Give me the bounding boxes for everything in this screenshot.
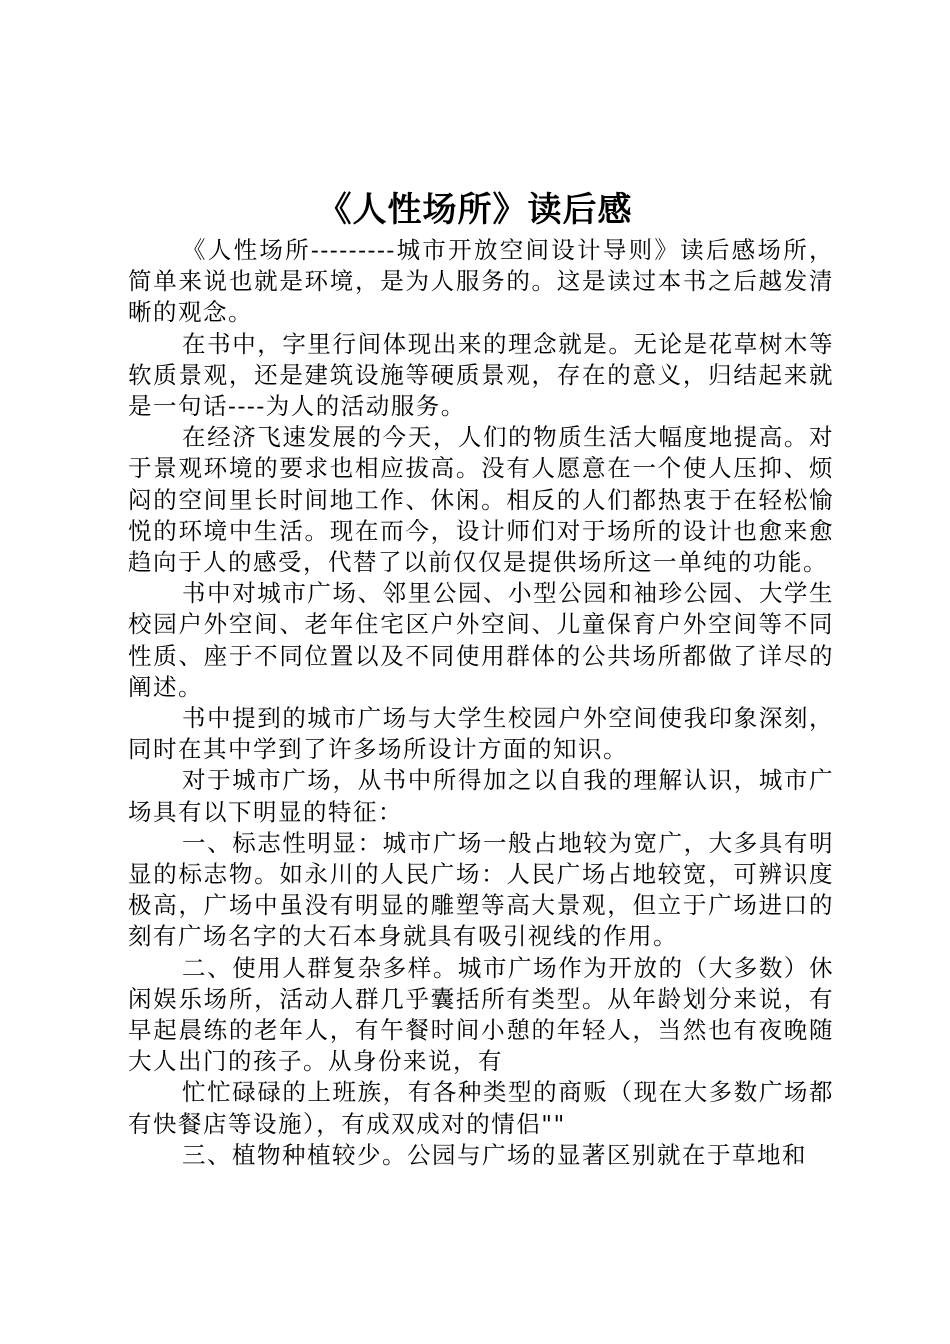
document-title: 《人性场所》读后感 [317, 190, 633, 230]
document-body [128, 235, 834, 1171]
paragraph: 在经济飞速发展的今天，人们的物质生活大幅度地提高。对于景观环境的要求也相应拔高。没有人愿意在一个使人压抑、烦闷的空间里长时间地工作、休闲。相反的人们都热衷于在轻松愉悦的环境中生活。现在而今，设计师们对于场所的设计也愈来愈趋向于人的感受，代替了以前仅仅是提供场所这一单纯的功能。 [128, 423, 834, 577]
paragraph: 忙忙碌碌的上班族，有各种类型的商贩（现在大多数广场都有快餐店等设施），有成双成对的情侣"" [128, 1078, 834, 1138]
paragraph: 三、植物种植较少。公园与广场的显著区别就在于草地和 [182, 1140, 808, 1169]
paragraph: 对于城市广场，从书中所得加之以自我的理解认识，城市广场具有以下明显的特征： [128, 766, 834, 826]
paragraph: 一、标志性明显：城市广场一般占地较为宽广，大多具有明显的标志物。如永川的人民广场：人民广场占地较宽，可辨识度极高，广场中虽没有明显的雕塑等高大景观，但立于广场进口的刻有广场名字的大石本身就具有吸引视线的作用。 [128, 828, 834, 951]
paragraph: 《人性场所---------城市开放空间设计导则》读后感场所，简单来说也就是环境，是为人服务的。这是读过本书之后越发清晰的观念。 [128, 236, 834, 327]
paragraph: 二、使用人群复杂多样。城市广场作为开放的（大多数）休闲娱乐场所，活动人群几乎囊括所有类型。从年龄划分来说，有早起晨练的老年人，有午餐时间小憩的年轻人，当然也有夜晚随大人出门的孩子。从身份来说，有 [128, 953, 834, 1076]
paragraph: 在书中，字里行间体现出来的理念就是。无论是花草树木等软质景观，还是建筑设施等硬质景观，存在的意义，归结起来就是一句话----为人的活动服务。 [128, 329, 834, 421]
paragraph: 书中提到的城市广场与大学生校园户外空间使我印象深刻，同时在其中学到了许多场所设计方面的知识。 [128, 704, 834, 764]
paragraph: 书中对城市广场、邻里公园、小型公园和袖珍公园、大学生校园户外空间、老年住宅区户外空间、儿童保育户外空间等不同性质、座于不同位置以及不同使用群体的公共场所都做了详尽的阐述。 [128, 579, 834, 701]
